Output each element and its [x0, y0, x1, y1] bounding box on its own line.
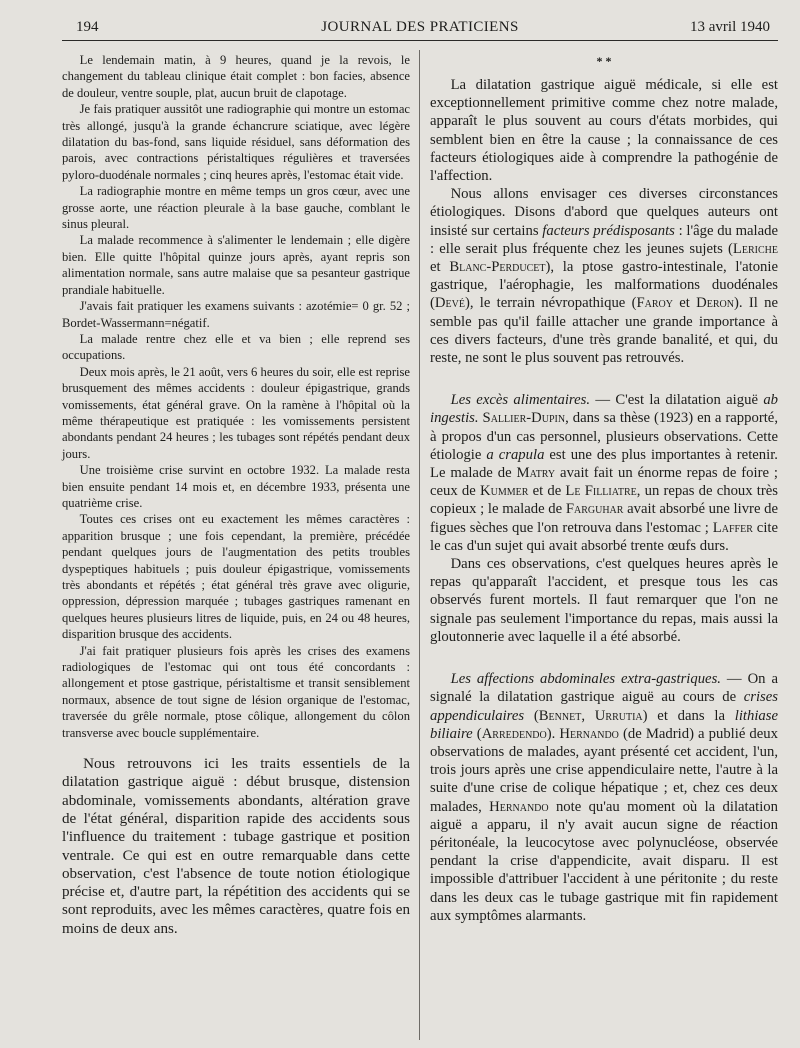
author-name: Sallier-Dupin [482, 410, 566, 427]
page-number: 194 [76, 19, 99, 35]
paragraph: Toutes ces crises ont eu exactement les mêmes caractères : apparition brusque ; une fois cependant, la première, précédée pendant quelques jours de l'augmentation des petits troubles dyspeptiques habituels ; puis douleur épigastrique, vomissements très abondants et répétés ; état général très grave avec oligurie, oppression, dépression marquée ; tubages gastriques ramenant en quelques heures plusieurs litres de liquide, puis, en 24 ou 48 heures, disparition brusque des accidents. [62, 512, 410, 642]
text-run: note qu'au moment où la dilatation aiguë a apparu, il n'y avait aucun signe de réaction péritonéale, la leucocytose avec polynucléose, observée pendant la crise d'appendicite, avait disparu. Il est impossible d'attribuer l'accident à une péritonite ; du reste dans les deux cas le tubage gastrique mit fin rapidement aux symptômes alarmants. [430, 798, 778, 924]
paragraph: Deux mois après, le 21 août, vers 6 heures du soir, elle est reprise brusquement des mêmes accidents : douleur épigastrique, grands vomissements, état général grave. On la ramène à l'hôpital où la même thérapeutique est pratiquée : les vomissements persistent abondants pendant 24 heures ; les tubages sont répétés pendant deux jours. [62, 364, 410, 461]
summary-paragraph: Nous retrouvons ici les traits essentiels de la dilatation gastrique aiguë : début brusque, distension abdominale, vomissements abondants, altération grave de l'état général, disparition rapide des accidents sous l'influence du traitement : tubage gastrique et position ventrale. Ce qui est en outre remarquable dans cette observation, c'est l'absence de toute notion étiologique précise et, d'autre part, la répétition des accidents qui se sont reproduits, avec les mêmes caractères, quatre fois en moins de deux ans. [62, 756, 410, 937]
text-run: ) et dans la [642, 707, 735, 724]
text-run: Nous allons envisager ces diverses circonstances étiologiques. Disons d'abord que quelques auteurs ont insisté sur certains [430, 186, 778, 239]
running-header [62, 18, 778, 41]
author-name: Devé [434, 295, 465, 312]
paragraph: Dans ces observations, c'est quelques heures après le repas qu'apparaît l'accident, et presque tous les cas observés furent mortels. Il faut remarquer que l'on ne signale pas seulement l'importance du repas, mais aussi la gloutonnerie avec laquelle il a été absorbé. [430, 556, 778, 645]
paragraph: Une troisième crise survint en octobre 1932. La malade resta bien ensuite pendant 14 mois et, en décembre 1933, présenta une quatrième crise. [62, 463, 410, 510]
text-run: (de Madrid) a publié deux observations de malades, ayant présenté cet accident, l'un, trois jours après une crise appendiculaire nette, l'autre à la suite d'une crise de colique hépatique ; et, chez ces deux malades, [430, 725, 778, 815]
text-run: , dans sa thèse (1923) en a rapporté, à propos d'un cas personnel, plusieurs observations. Cette étiologie [430, 410, 778, 463]
term: crises appendiculaires [430, 689, 778, 724]
text-run: avait fait un énorme repas de foire ; ceux de [430, 465, 778, 500]
column-divider [419, 50, 420, 1040]
paragraph [430, 185, 778, 367]
author-name: Hernando [559, 725, 619, 742]
author-name: Farguhar [565, 501, 624, 518]
paragraph: La dilatation gastrique aiguë médicale, si elle est exceptionnellement primitive comme chez notre malade, apparaît le plus souvent au cours d'états morbides, qui semblent bien en être la cause ; la connaissance de ces facteurs étiologiques aide à comprendre la pathogénie de l'affection. [430, 77, 778, 185]
section-separator-stars: * * [596, 54, 612, 68]
text-run: et [430, 259, 450, 276]
term: lithiase biliaire [430, 707, 778, 742]
journal-title: JOURNAL DES PRATICIENS [321, 19, 519, 35]
paragraph [430, 391, 778, 555]
right-column [430, 52, 778, 925]
text-run: — C'est la dilatation aiguë [590, 392, 764, 409]
term: ab ingestis. [430, 392, 778, 427]
paragraph: La radiographie montre en même temps un gros cœur, avec une grosse aorte, une réaction pleurale à la base gauche, comblant le sinus pleural. [62, 184, 410, 232]
paragraph: La malade rentre chez elle et va bien ; elle reprend ses occupations. [62, 331, 410, 363]
text-run: ). [546, 725, 560, 742]
issue-date: 13 avril 1940 [690, 19, 770, 35]
text-run: ), le terrain névropathique ( [464, 295, 637, 312]
author-name: Le Filliatre [565, 483, 637, 500]
author-name: Blanc-Perducet [449, 259, 546, 276]
author-name: Leriche [732, 240, 778, 257]
paragraph [430, 670, 778, 925]
term: facteurs prédisposants [542, 222, 675, 239]
author-name: Matry [516, 465, 556, 482]
text-run: , [581, 707, 595, 724]
paragraph: J'avais fait pratiquer les examens suivants : azotémie= 0 gr. 52 ; Bordet-Wassermann=négatif. [62, 299, 410, 330]
paragraph: La malade recommence à s'alimenter le lendemain ; elle digère bien. Elle quitte l'hôpital quinze jours après, ayant repris son alimentation normale, sans autre malaise que sa pesanteur gastrique prandiale habituelle. [62, 233, 410, 297]
paragraph: Je fais pratiquer aussitôt une radiographie qui montre un estomac très allongé, jusqu'à la grande échancrure sciatique, avec légère dilatation du bas-fond, sans liquide résiduel, sans déformation des parois, avec contractions péristaltiques régulières et traversées pyloro-duodénale normales ; cinq heures après, l'estomac était vide. [62, 102, 410, 182]
text-run: : l'âge du malade : elle serait plus fréquente chez les jeunes sujets ( [430, 222, 778, 257]
text-run: ( [524, 707, 539, 724]
paragraph: J'ai fait pratiquer plusieurs fois après les crises des examens radiologiques de l'estomac qui ont tous été concordants : allongement et ptose gastrique, péristaltisme et transit sensiblement normaux, absence de tout signe de lésion organique de l'estomac, traversée du grêle normale, ptose côlique, allongement du côlon transverse avec boucle supplémentaire. [62, 643, 410, 740]
author-name: Hernando [489, 798, 549, 815]
text-run: et de [528, 483, 566, 500]
text-run: est une des plus importantes à retenir. Le malade de [430, 446, 778, 482]
author-name: Laffer [712, 519, 753, 536]
author-name: Urrutia [594, 707, 643, 724]
author-name: Arredendo [481, 725, 547, 742]
text-run: ( [472, 725, 482, 742]
paragraph: Le lendemain matin, à 9 heures, quand je la revois, le changement du tableau clinique était complet : bon facies, absence de douleur, ventre souple, plat, aucun bruit de clapotage. [62, 53, 410, 100]
left-column [62, 52, 410, 938]
author-name: Deron [696, 295, 735, 312]
section-heading: Les excès alimentaires. [450, 392, 590, 409]
text-run: — On a signalé la dilatation gastrique aiguë au cours de [430, 671, 778, 706]
text-run: avait absorbé une livre de figues sèches que l'on retrouva dans l'estomac ; [430, 501, 779, 536]
text-run: ), la ptose gastro-intestinale, l'atonie gastrique, l'aérophagie, les malformations duodénales ( [430, 259, 778, 312]
text-run: ). Il ne semble pas qu'il faille attacher une grande importance à ces divers facteurs, d'une très grande banalité, et qui, du reste, ne sont le plus souvent pas retrouvés. [430, 295, 778, 367]
term: a crapula [486, 446, 545, 463]
text-run: , un repas de choux très copieux ; le malade de [430, 483, 779, 518]
author-name: Kummer [479, 483, 529, 500]
author-name: Faroy [636, 295, 673, 312]
text-run: et [673, 295, 697, 312]
author-name: Bennet [538, 707, 582, 724]
section-heading: Les affections abdominales extra-gastriques. [450, 671, 721, 688]
text-run: cite le cas d'un sujet qui avait absorbé trente œufs durs. [430, 519, 778, 554]
